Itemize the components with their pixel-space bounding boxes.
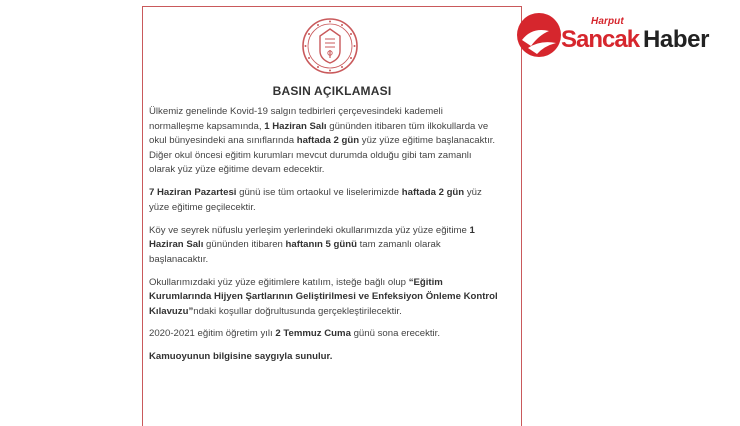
document-paragraph — [149, 105, 499, 178]
text-run: yüz yüze eğitime başlanacaktır. Diğer okul öncesi eğitim kurumları mevcut durumda olduğu gibi tam zamanlı olarak yüz yüze eğitime devam edecektir. — [149, 135, 496, 176]
logo-swoosh-icon — [516, 10, 564, 60]
bold-text-run: 7 Haziran Pazartesi — [149, 187, 237, 199]
text-run: Ülkemiz genelinde Kovid-19 salgın tedbirleri çerçevesindeki kademeli normalleşme kapsamında, — [149, 106, 443, 132]
sancak-haber-logo[interactable] — [516, 10, 740, 62]
bold-text-run: “Eğitim Kurumlarında Hijyen Şartlarının Geliştirilmesi ve Enfeksiyon Önleme Kontrol Kılavuzu” — [149, 276, 498, 317]
document-title: BASIN AÇIKLAMASI — [272, 84, 392, 98]
text-run: günü sona erecektir. — [350, 328, 440, 340]
ministry-seal-icon — [301, 17, 359, 75]
text-run: 2020-2021 eğitim öğretim yılı — [149, 328, 276, 340]
bold-text-run: haftada 2 gün — [296, 135, 360, 147]
text-run: Köy ve seyrek nüfuslu yerleşim yerlerindeki okullarımızda yüz yüze eğitime — [149, 224, 470, 236]
document-paragraph — [149, 276, 499, 320]
text-run: gününden itibaren tüm ilkokullarda ve okul bünyesindeki ana sınıflarında — [149, 120, 489, 147]
bold-text-run: 1 Haziran Salı — [149, 224, 475, 251]
text-run: yüz yüze eğitime geçilecektir. — [149, 187, 482, 213]
text-run: günü ise tüm ortaokul ve liselerimizde — [236, 187, 402, 199]
text-run: gününden itibaren — [203, 239, 286, 251]
logo-sancak-text: Sancak — [561, 26, 640, 53]
document-paragraph — [149, 186, 499, 215]
bold-text-run: Kamuoyunun bilgisine saygıyla sunulur. — [149, 351, 333, 363]
bold-text-run: 2 Temmuz Cuma — [275, 328, 351, 340]
document-paragraph — [149, 224, 499, 268]
document-paragraph — [149, 327, 499, 342]
logo-harput-text: Harput — [591, 16, 624, 27]
bold-text-run: 1 Haziran Salı — [264, 120, 327, 132]
text-run: ndaki koşullar doğrultusunda gerçekleştirilecektir. — [193, 305, 402, 317]
logo-haber-text: Haber — [643, 26, 710, 53]
document-paragraph — [149, 350, 499, 365]
text-run: Okullarımızdaki yüz yüze eğitimlere katılım, isteğe bağlı olup — [149, 276, 409, 288]
bold-text-run: haftada 2 gün — [401, 187, 465, 199]
text-run: tam zamanlı olarak başlanacaktır. — [149, 239, 441, 265]
press-release-document — [142, 6, 522, 426]
bold-text-run: haftanın 5 günü — [285, 239, 357, 251]
document-body — [149, 105, 499, 373]
